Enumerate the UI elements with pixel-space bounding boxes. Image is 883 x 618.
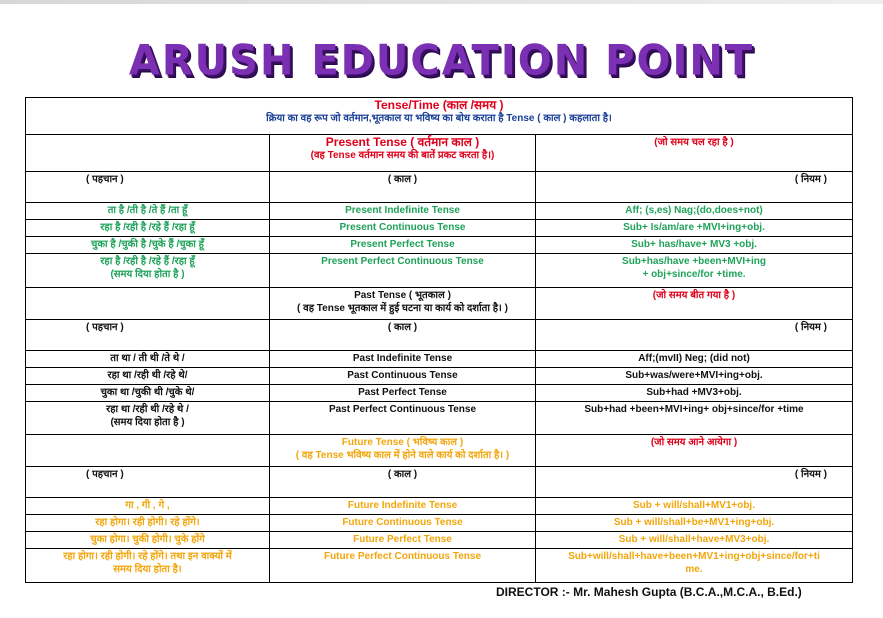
future-col-tense: ( काल ) [270,467,536,498]
past-note: (जो समय बीत गया है ) [536,288,853,320]
past-heading-cell [270,288,536,320]
future-heading-cell [270,435,536,467]
future-row-3-id: चुका होगा। चुकी होगी। चुके होंगे [26,532,270,549]
past-blank-cell [26,288,270,320]
future-row-4-id-note: समय दिया होता है। [113,564,182,575]
past-row-1-tense: Past Indefinite Tense [270,351,536,368]
future-col-rule: ( नियम ) [536,467,853,498]
future-row-1-tense: Future Indefinite Tense [270,498,536,515]
past-row-3-rule: Sub+had +MV3+obj. [536,385,853,402]
future-row-3-tense: Future Perfect Tense [270,532,536,549]
past-row-3-tense: Past Perfect Tense [270,385,536,402]
present-row-4-id-note: (समय दिया होता है ) [110,269,185,280]
present-row-1-rule: Aff; (s,es) Nag;(do,does+not) [536,203,853,220]
future-subheading: ( वह Tense भविष्य काल में होने वाले कार्य को दर्शाता है। ) [295,450,510,461]
top-border-line [0,0,883,4]
future-row-4-id: रहा होगा। रही होगी। रहे होंगे। तथा इन वाक्यों में [63,551,232,562]
past-row-4-id-note: (समय दिया होता है ) [110,417,185,428]
present-row-4-id-cell [26,254,270,288]
future-row-4-rule: Sub+will/shall+have+been+MV1+ing+obj+since/for+ti [568,551,820,562]
past-row-4-tense: Past Perfect Continuous Tense [270,402,536,435]
intro-definition: क्रिया का वह रूप जो वर्तमान,भूतकाल या भविष्य का बोध कराता है Tense ( काल ) कहलाता है। [266,113,612,124]
past-col-identification: ( पहचान ) [26,320,270,351]
director-credit: DIRECTOR :- Mr. Mahesh Gupta (B.C.A.,M.C.A., B.Ed.) [496,585,802,599]
present-subheading: (वह Tense वर्तमान समय की बातें प्रकट करता है।) [310,150,495,161]
present-row-4-id: रहा है /रही है /रहे हैं /रहा हूँ [100,256,195,267]
future-row-2-id: रहा होगा। रही होगी। रहे होंगे। [26,515,270,532]
present-note: (जो समय चल रहा है ) [536,135,853,172]
past-row-1-rule: Aff;(mvII) Neg; (did not) [536,351,853,368]
past-row-1-id: ता था / ती थी /ते थे / [26,351,270,368]
past-row-2-id: रहा था /रही थी /रहे थे/ [26,368,270,385]
past-subheading: ( वह Tense भूतकाल में हुई घटना या कार्य को दर्शाता है। ) [297,303,508,314]
past-col-rule: ( नियम ) [536,320,853,351]
past-row-2-rule: Sub+was/were+MVI+ing+obj. [536,368,853,385]
tense-table [25,97,853,583]
future-heading: Future Tense ( भविष्य काल ) [341,437,464,448]
future-col-identification: ( पहचान ) [26,467,270,498]
past-col-tense: ( काल ) [270,320,536,351]
past-row-4-rule: Sub+had +been+MVI+ing+ obj+since/for +time [536,402,853,435]
present-col-identification: ( पहचान ) [26,172,270,203]
past-row-3-id: चुका था /चुकी थी /चुके थे/ [26,385,270,402]
future-row-2-rule: Sub + will/shall+be+MV1+ing+obj. [536,515,853,532]
intro-heading: Tense/Time (काल /समय ) [374,98,504,112]
present-row-2-tense: Present Continuous Tense [270,220,536,237]
future-row-4-rule-cont: me. [685,564,703,575]
future-row-3-rule: Sub + will/shall+have+MV3+obj. [536,532,853,549]
present-row-3-id: चुका है /चुकी है /चुके हैं /चुका हूँ [26,237,270,254]
intro-cell [26,98,853,135]
present-col-tense: ( काल ) [270,172,536,203]
present-row-4-rule-cell [536,254,853,288]
past-heading: Past Tense ( भूतकाल ) [354,290,451,301]
present-row-1-id: ता है /ती है /ते हैं /ता हूँ [26,203,270,220]
future-row-2-tense: Future Continuous Tense [270,515,536,532]
present-heading: Present Tense ( वर्तमान काल ) [325,135,480,149]
present-heading-cell [270,135,536,172]
present-row-3-rule: Sub+ has/have+ MV3 +obj. [536,237,853,254]
past-row-4-id: रहा था /रही थी /रहे थे / [106,404,189,415]
future-blank-cell [26,435,270,467]
present-row-4-tense: Present Perfect Continuous Tense [270,254,536,288]
page-title: ARUSH EDUCATION POINT [128,36,755,86]
present-row-4-rule-cont: + obj+since/for +time. [642,269,746,280]
past-row-4-id-cell [26,402,270,435]
future-row-4-rule-cell [536,549,853,583]
future-row-4-id-cell [26,549,270,583]
present-blank-cell [26,135,270,172]
present-col-rule: ( नियम ) [536,172,853,203]
present-row-3-tense: Present Perfect Tense [270,237,536,254]
present-row-2-id: रहा है /रही है /रहे हैं /रहा हूँ [26,220,270,237]
future-note: (जो समय आने आयेगा ) [536,435,853,467]
present-row-2-rule: Sub+ Is/am/are +MVI+ing+obj. [536,220,853,237]
present-row-4-rule: Sub+has/have +been+MVI+ing [622,256,766,267]
present-row-1-tense: Present Indefinite Tense [270,203,536,220]
future-row-4-tense: Future Perfect Continuous Tense [270,549,536,583]
future-row-1-id: गा , गी , गे , [26,498,270,515]
past-row-2-tense: Past Continuous Tense [270,368,536,385]
future-row-1-rule: Sub + will/shall+MV1+obj. [536,498,853,515]
